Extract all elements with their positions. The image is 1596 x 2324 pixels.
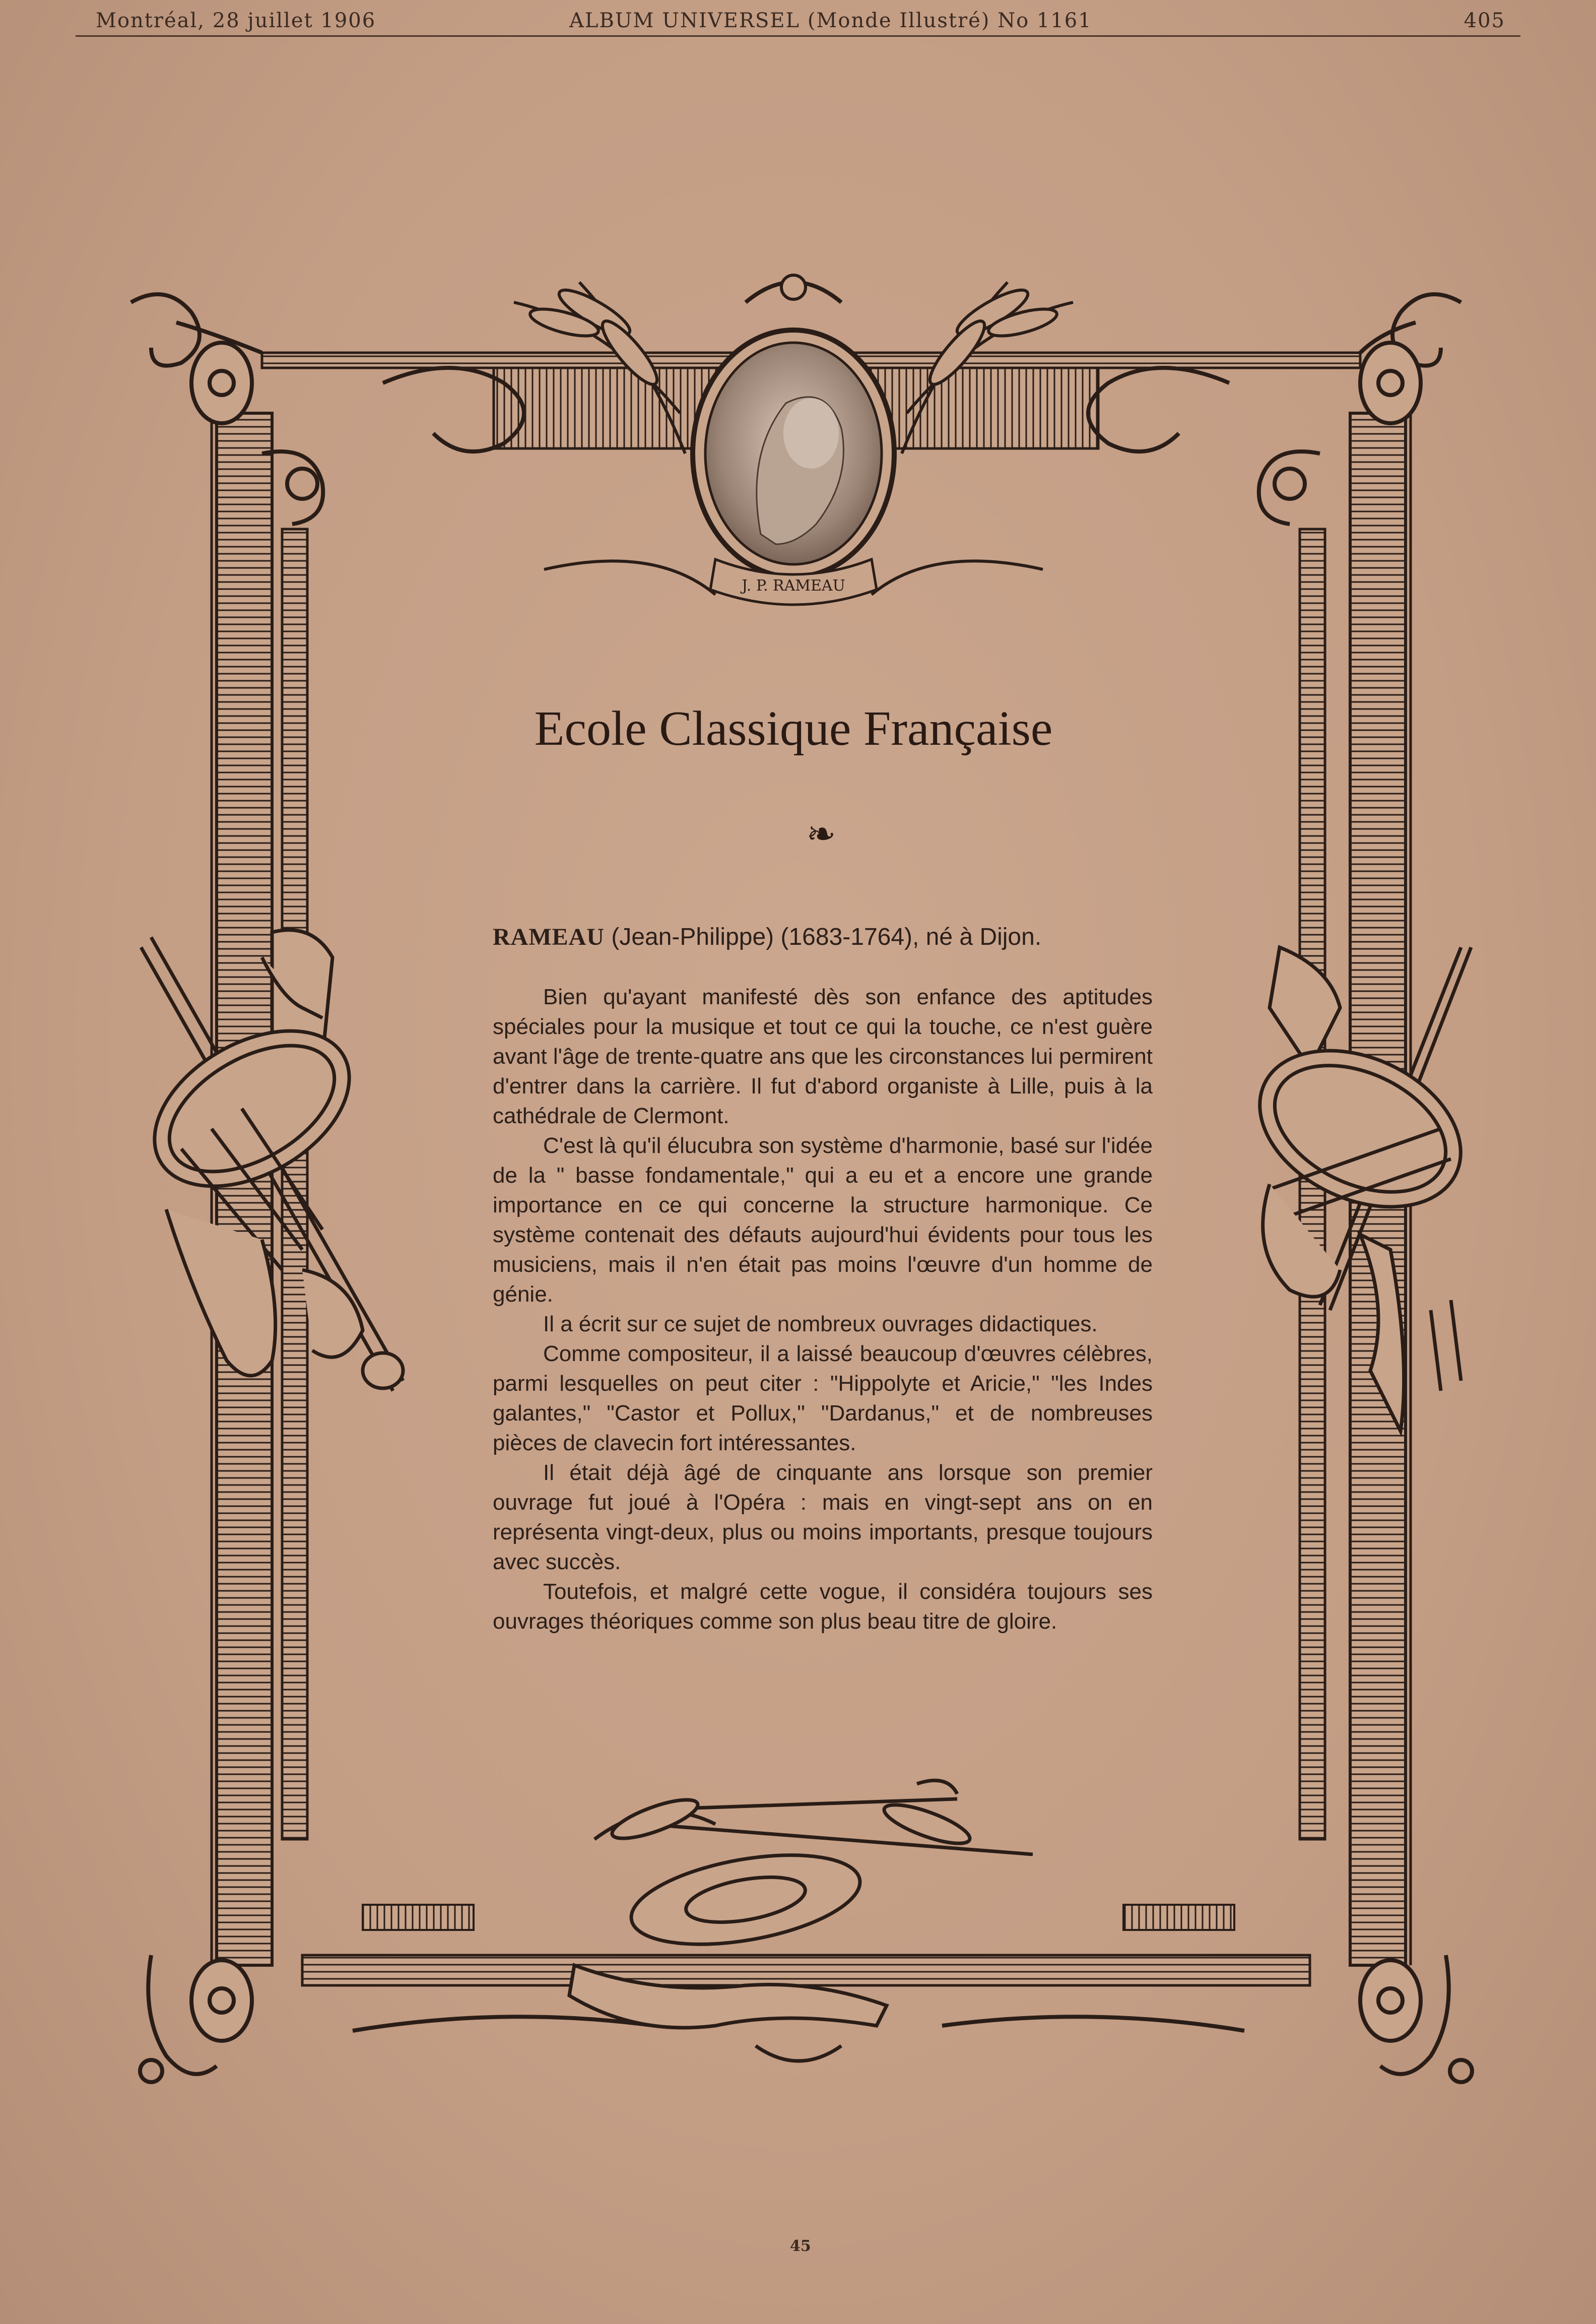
paragraph-6: Toutefois, et malgré cette vogue, il considéra toujours ses ouvrages théoriques comme son plus beau titre de gloire.: [493, 1579, 1153, 1634]
header-publication: ALBUM UNIVERSEL (Monde Illustré) No 1161: [569, 9, 1092, 32]
bottom-left-corner-ornament: [140, 1960, 252, 2082]
paragraph-4: Comme compositeur, il a laissé beaucoup d'œuvres célèbres, parmi lesquelles on peut citer : "Hippolyte et Aricie," "les Indes galantes," "Castor et Pollux," "Dardanus," et de nombreuses pièces de clavecin fort intéressantes.: [493, 1341, 1153, 1455]
bottom-music-trophy: [569, 1780, 1033, 2028]
portrait-caption: J. P. RAMEAU: [742, 577, 845, 595]
page-title: Ecole Classique Française: [534, 701, 1053, 756]
bottom-right-corner-ornament: [1360, 1960, 1472, 2082]
footer-signature: 45: [790, 2237, 811, 2255]
fleuron-ornament: ❧: [806, 813, 836, 855]
paragraph-1: Bien qu'ayant manifesté dès son enfance des aptitudes spéciales pour la musique et tout ce qui la touche, ce n'est guère avant l'âge de trente-quatre ans que les circonstances lui permirent d'entrer dans la carrière. Il fut d'abord organiste à Lille, puis à la cathédrale de Clermont.: [493, 985, 1153, 1128]
portrait-medallion: [693, 275, 894, 605]
article-body: [493, 922, 1153, 1636]
article-heading: [493, 922, 1153, 952]
composer-subtitle: (Jean-Philippe) (1683-1764), né à Dijon.: [611, 924, 1042, 950]
paragraph-2: C'est là qu'il élucubra son système d'harmonie, basé sur l'idée de la " basse fondamentale," qui a eu et a encore une grande importance en ce qui concerne la structure harmonique. Ce système contenait des défauts aujourd'hui évidents pour tous les musiciens, mais il n'en était pas moins l'œuvre d'un homme de génie.: [493, 1133, 1153, 1307]
page-number: 405: [1464, 9, 1505, 32]
header-date: Montréal, 28 juillet 1906: [96, 9, 376, 32]
composer-name: RAMEAU: [493, 924, 605, 950]
paragraph-3: Il a écrit sur ce sujet de nombreux ouvrages didactiques.: [543, 1312, 1098, 1336]
paragraph-5: Il était déjà âgé de cinquante ans lorsque son premier ouvrage fut joué à l'Opéra : mais en vingt-sept ans on en représenta vingt-deux, plus ou moins importants, presque toujours avec succès.: [493, 1460, 1153, 1574]
